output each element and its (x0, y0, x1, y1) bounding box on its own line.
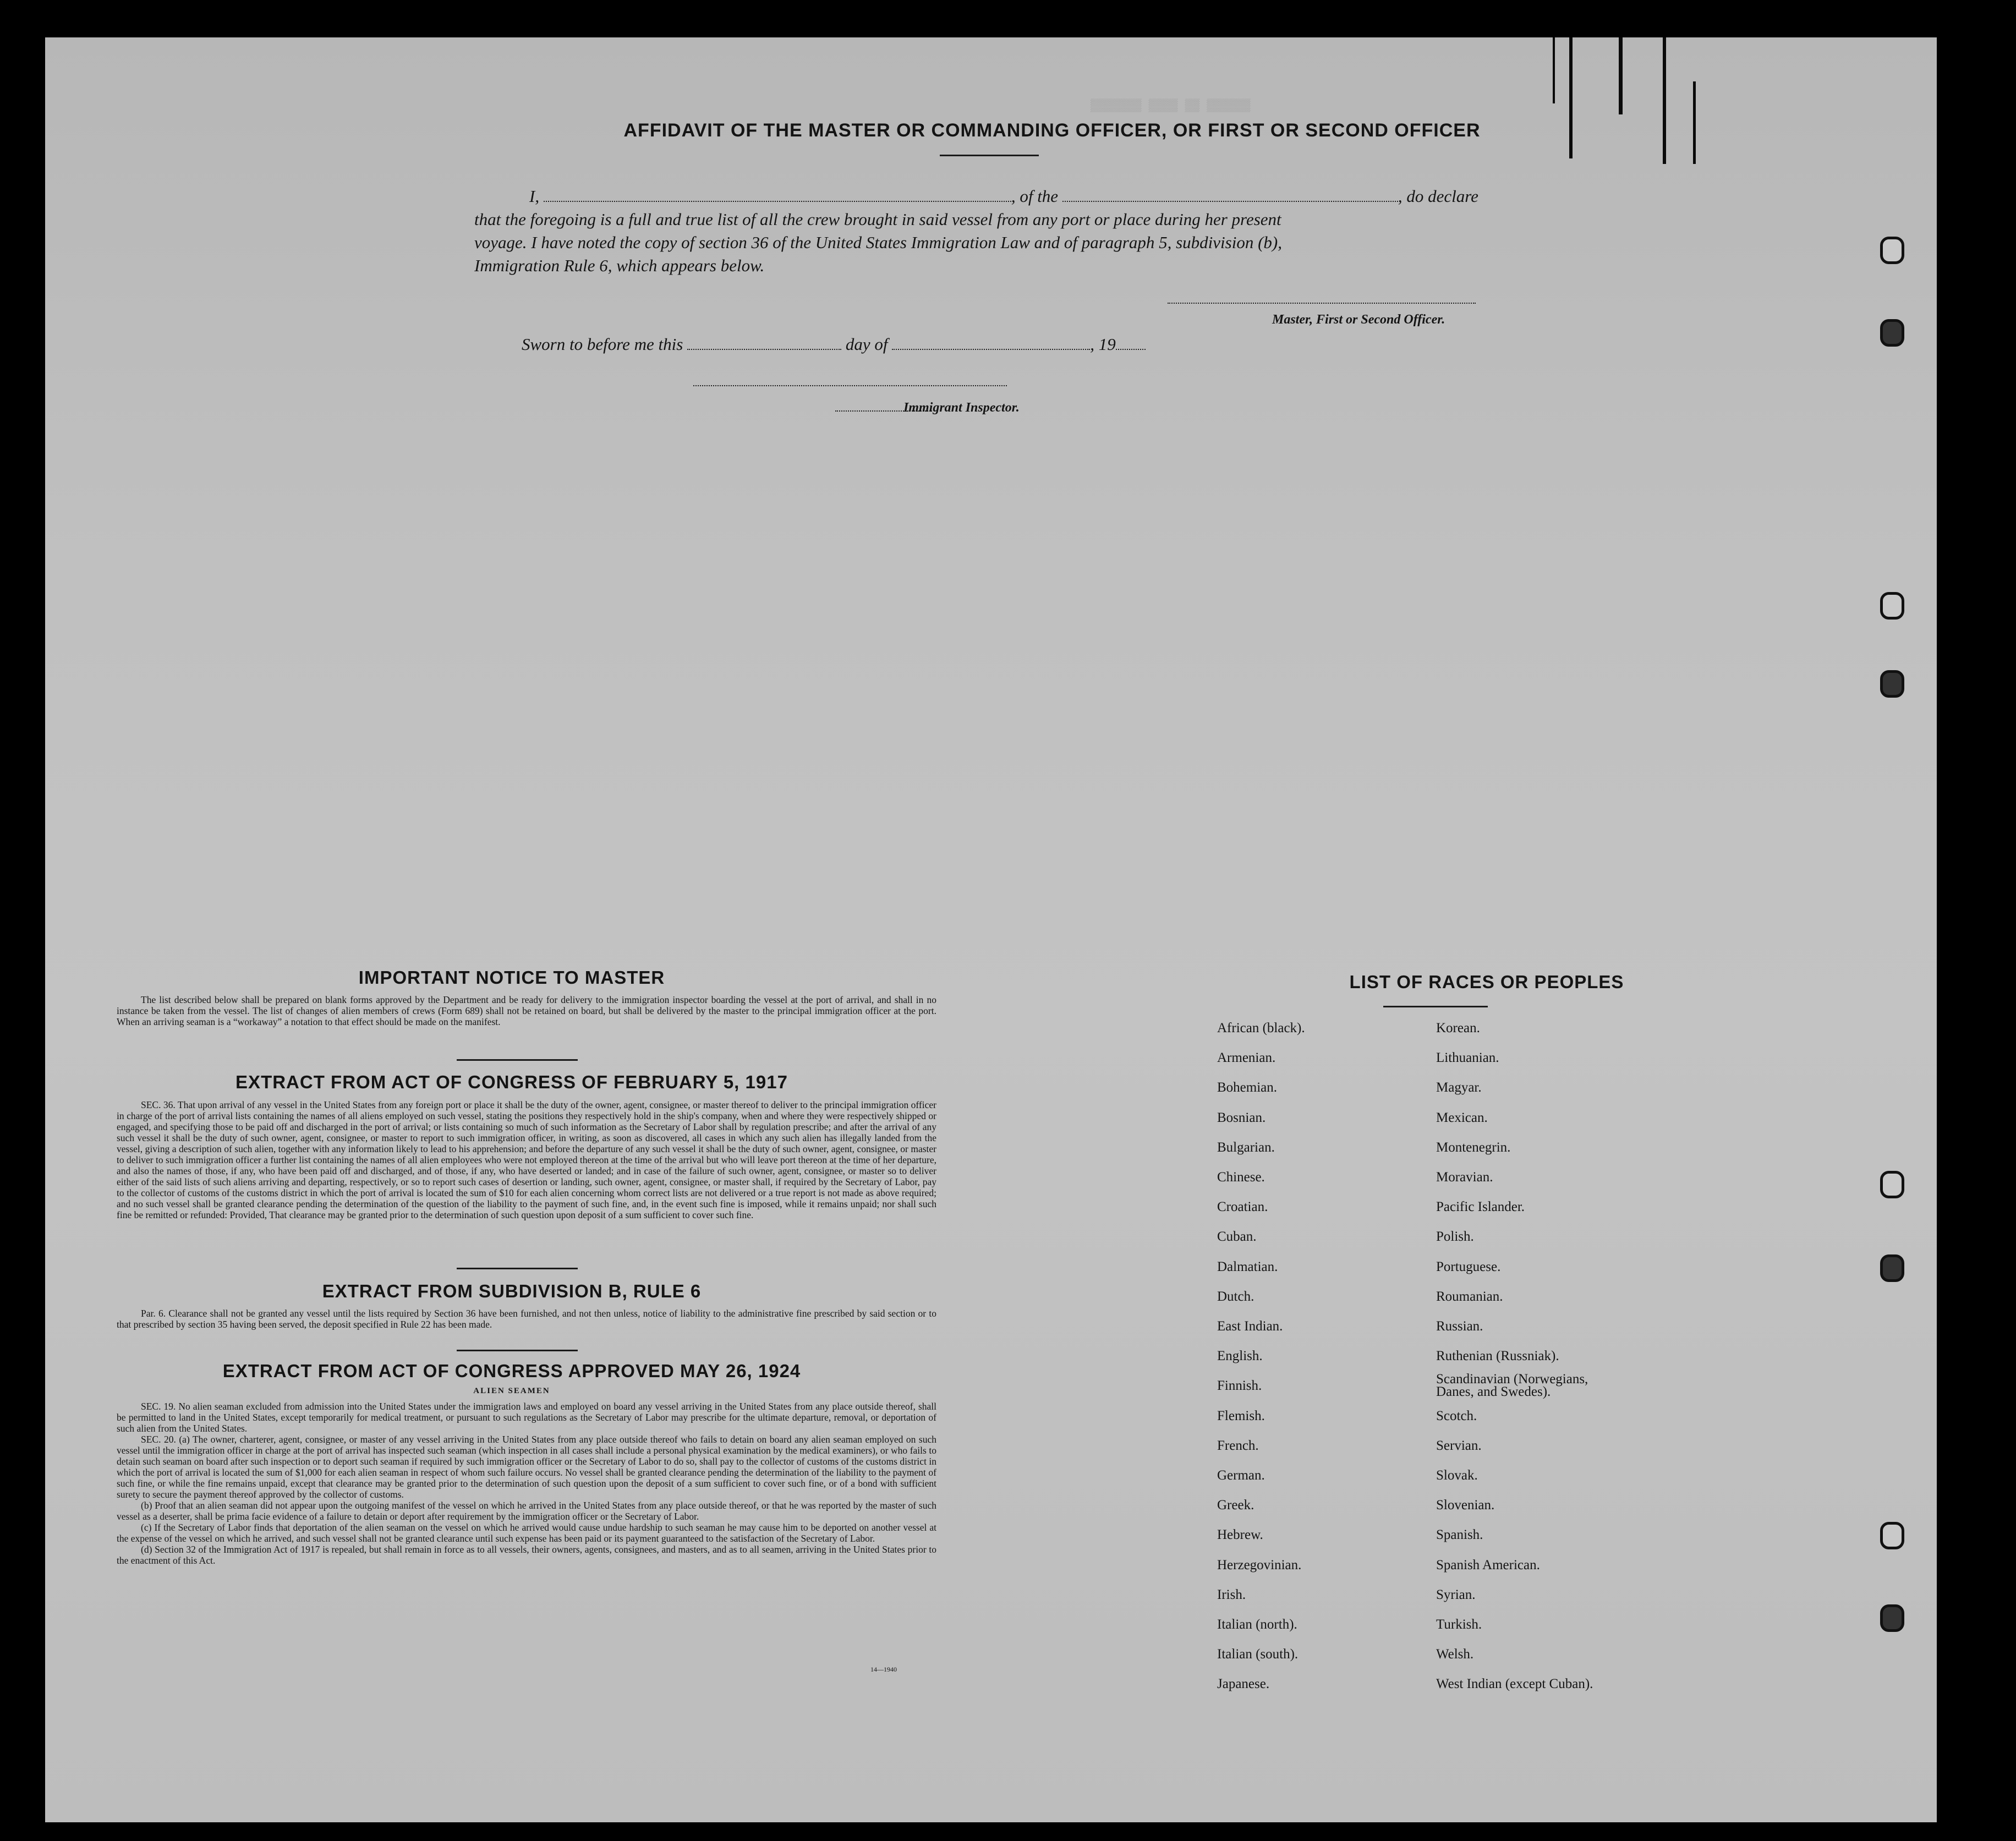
race-item: Dutch. (1217, 1289, 1254, 1304)
affidavit-title: AFFIDAVIT OF THE MASTER OR COMMANDING OFFICER, OR FIRST OR SECOND OFFICER (623, 120, 1481, 141)
race-item: Flemish. (1217, 1408, 1265, 1423)
bleed-through-text: ▒▒▒▒▒▒▒ ▒▒▒▒ ▒▒ ▒▒▒▒▒▒ (1091, 99, 1251, 113)
race-item: Bohemian. (1217, 1080, 1278, 1095)
race-item: Spanish. (1436, 1527, 1483, 1543)
race-item: Scandinavian (Norwegians, Danes, and Swedes). (1436, 1372, 1588, 1400)
race-item: Herzegovinian. (1217, 1557, 1302, 1572)
section-divider (457, 1059, 578, 1061)
section-20a-text: SEC. 20. (a) The owner, charterer, agent, consignee, or master of any vessel arriving in the United States from any place outside thereof who fails to detain on board any alien seaman employed on such vessel until the immigration officer in charge at the port of arrival has inspected such seaman (which inspection in all cases shall include a personal physical examination by the medical examiners), or who fails to detain such seaman on board after such inspection or to deport such seaman if required by such immigration officer or the Secretary of Labor to do so, shall pay to the collector of customs of the customs district in which the port of arrival is located the sum of $1,000 for each alien seaman in respect of whom such failure occurs. No vessel shall be granted clearance pending the determination of the liability to the payment of such fine, or while the fine remains unpaid, except that clearance may be granted prior to the determination of such question upon the deposit of a sum sufficient to cover such fine, or of a bond with sufficient surety to secure the payment thereof approved by the collector of customs. (117, 1434, 936, 1500)
punch-hole (1880, 1254, 1904, 1282)
extract-rule6-text: Par. 6. Clearance shall not be granted any vessel until the lists required by Section 36 have been furnished, and not then unless, notice of liability to the administrative fine prescribed by said section or to that prescribed by section 35 having been served, the deposit specified in Rule 22 has been made. (117, 1308, 936, 1330)
bleed-through-band (111, 791, 1817, 792)
race-item: Italian (north). (1217, 1617, 1297, 1632)
race-item: African (black). (1217, 1021, 1305, 1035)
sworn-day-field[interactable] (687, 337, 841, 350)
year-label: , 19 (1090, 335, 1116, 354)
race-item: Hebrew. (1217, 1527, 1263, 1543)
punch-hole (1880, 592, 1904, 620)
officer-name-field[interactable] (544, 189, 1011, 202)
race-item: West Indian (except Cuban). (1436, 1676, 1593, 1692)
race-item: Korean. (1436, 1021, 1480, 1035)
race-item: Bosnian. (1217, 1110, 1266, 1125)
race-item: Scotch. (1436, 1408, 1477, 1423)
race-item: Servian. (1436, 1438, 1482, 1453)
punch-hole (1880, 237, 1904, 264)
binder-tab (1663, 37, 1666, 164)
title-underline (940, 155, 1039, 156)
race-item: Roumanian. (1436, 1289, 1503, 1304)
affidavit-line-4: Immigration Rule 6, which appears below. (474, 256, 765, 275)
extract-1924-title: EXTRACT FROM ACT OF CONGRESS APPROVED MAY 26, 1924 (222, 1361, 801, 1381)
officer-caption: Master, First or Second Officer. (1272, 313, 1445, 327)
race-item: Spanish American. (1436, 1557, 1540, 1572)
vessel-name-field[interactable] (1062, 189, 1398, 202)
inspector-signature-field[interactable] (693, 385, 1007, 386)
race-item: Magyar. (1436, 1080, 1482, 1095)
extract-1917-title: EXTRACT FROM ACT OF CONGRESS OF FEBRUARY 5, 1917 (235, 1072, 788, 1092)
of-the-label: , of the (1011, 187, 1059, 206)
punch-hole (1880, 1522, 1904, 1549)
race-item: Ruthenian (Russniak). (1436, 1349, 1559, 1364)
punch-hole (1880, 1604, 1904, 1632)
race-item: English. (1217, 1349, 1263, 1364)
binder-tab (1693, 81, 1696, 164)
punch-hole (1880, 1171, 1904, 1198)
race-item: Italian (south). (1217, 1647, 1299, 1662)
declaration-line (474, 185, 1564, 208)
race-item: East Indian. (1217, 1319, 1283, 1334)
affidavit-body (474, 185, 1564, 277)
sworn-year-field[interactable] (1116, 337, 1146, 350)
section-divider (457, 1268, 578, 1269)
affidavit-line-3: voyage. I have noted the copy of section 36 of the United States Immigration Law and of paragraph 5, subdivision (b), (474, 233, 1282, 252)
notice-title: IMPORTANT NOTICE TO MASTER (358, 967, 665, 988)
race-item: Chinese. (1217, 1170, 1265, 1185)
extract-1924-body (117, 1401, 936, 1566)
declare-label: , do declare (1398, 187, 1478, 206)
race-item: Pacific Islander. (1436, 1199, 1525, 1215)
alien-seamen-subtitle: ALIEN SEAMEN (473, 1387, 550, 1395)
affidavit-line-2: that the foregoing is a full and true list of all the crew brought in said vessel from any port or place during her present (474, 210, 1281, 229)
sworn-label: Sworn to before me this (522, 335, 683, 354)
race-item: Slovak. (1436, 1468, 1478, 1483)
section-20b-text: (b) Proof that an alien seaman did not appear upon the outgoing manifest of the vessel on which he arrived in the United States from any place outside thereof, or that he was reported by the master of such vessel as a deserter, shall be prima facie evidence of a failure to detain or deport after requirement by the immigration officer or the Secretary of Labor. (117, 1500, 936, 1522)
extract-rule6-title: EXTRACT FROM SUBDIVISION B, RULE 6 (322, 1281, 702, 1301)
binder-tab (1619, 37, 1623, 114)
extract-1917-text: SEC. 36. That upon arrival of any vessel in the United States from any foreign port or place it shall be the duty of the owner, agent, consignee, or master thereof to deliver to the principal immigration officer in charge of the port of arrival lists containing the names of all aliens employed on such vessel, stating the positions they respectively hold in the ship's company, when and where they were respectively shipped or engaged, and specifying those to be paid off and discharged in the port of arrival; or lists containing so much of such information as the Secretary of Labor shall by regulation prescribe; and after the arrival of any such vessel it shall be the duty of such owner, agent, consignee, or master to report to such immigration officer, in writing, as soon as discovered, all cases in which any such alien has illegally landed from the vessel, giving a description of such alien, together with any information likely to lead to his apprehension; and before the departure of any such vessel it shall be the duty of such owner, agent, consignee, or master to deliver to such immigration officer a further list containing the names of all alien employees who were not employed thereon at the time of the arrival but who will leave port thereon at the time of her departure, and also the names of those, if any, who have been paid off and discharged, and of those, if any, who have deserted or landed; and in case of the failure of such owner, agent, consignee, or master so to deliver either of the said lists of such aliens arriving and departing, respectively, or so to report such cases of desertion or landing, such owner, agent, consignee, or master shall, if required by the Secretary of Labor, pay to the collector of customs of the customs district in which the port of arrival is located the sum of $10 for each alien concerning whom correct lists are not delivered or a true report is not made as above required; and no such vessel shall be granted clearance pending the determination of the question of the liability to the payment of such fine, and, in the event such fine is imposed, while it remains unpaid; nor shall such fine be remitted or refunded: Provided, That clearance may be granted prior to the determination of such question upon deposit of a sum sufficient to cover such fine. (117, 1099, 936, 1220)
section-20d-text: (d) Section 32 of the Immigration Act of 1917 is repealed, but shall remain in force as to all vessels, their owners, agents, consignees, and masters, and as to all seamen, arriving in the United States prior to the enactment of this Act. (117, 1544, 936, 1566)
race-item: Slovenian. (1436, 1498, 1495, 1513)
race-item: Dalmatian. (1217, 1259, 1278, 1274)
section-20c-text: (c) If the Secretary of Labor finds that deportation of the alien seaman on the vessel on which he arrived would cause undue hardship to such seaman he may cause him to be deported on another vessel at the expense of the vessel on which he arrived, and such vessel shall not be granted clearance until such expense has been paid or its payment guaranteed to the satisfaction of the Secretary of Labor. (117, 1522, 936, 1544)
race-item: Lithuanian. (1436, 1050, 1499, 1066)
sworn-line (522, 335, 1146, 354)
race-item: Greek. (1217, 1498, 1254, 1513)
inspector-caption: Immigrant Inspector. (903, 401, 1020, 415)
race-item: Polish. (1436, 1229, 1474, 1245)
race-item: Montenegrin. (1436, 1139, 1511, 1155)
race-item: Japanese. (1217, 1676, 1270, 1692)
punch-hole (1880, 670, 1904, 698)
section-divider (457, 1350, 578, 1351)
race-item: Syrian. (1436, 1587, 1476, 1602)
punch-hole (1880, 319, 1904, 347)
race-item: Portuguese. (1436, 1259, 1501, 1274)
form-number: 14—1940 (870, 1665, 897, 1673)
races-title: LIST OF RACES OR PEOPLES (1349, 972, 1624, 992)
race-item: Irish. (1217, 1587, 1246, 1602)
day-of-label: day of (845, 335, 888, 354)
officer-signature-field[interactable] (1168, 303, 1476, 304)
section-19-text: SEC. 19. No alien seaman excluded from admission into the United States under the immigration laws and employed on board any vessel arriving in the United States from any place outside thereof, shall be permitted to land in the United States, except temporarily for medical treatment, or pursuant to such regulations as the Secretary of Labor may prescribe for the ultimate departure, removal, or deportation of such alien from the United States. (117, 1401, 936, 1434)
race-item: Turkish. (1436, 1617, 1482, 1632)
race-item: Welsh. (1436, 1647, 1474, 1662)
race-item: Moravian. (1436, 1170, 1493, 1185)
race-item: Mexican. (1436, 1110, 1488, 1125)
race-item: Armenian. (1217, 1050, 1276, 1066)
i-label: I, (529, 187, 540, 206)
sworn-month-field[interactable] (892, 337, 1090, 350)
race-item: Finnish. (1217, 1378, 1262, 1394)
races-title-underline (1383, 1006, 1488, 1007)
notice-text: The list described below shall be prepared on blank forms approved by the Department and be ready for delivery to the immigration inspector boarding the vessel at the port of arrival, and shall in no instance be taken from the vessel. The list of changes of alien members of crews (Form 689) shall not be retained on board, but shall be delivered by the master to the principal immigration officer at the port. When an arriving seaman is a “workaway” a notation to that effect should be made on the manifest. (117, 994, 936, 1027)
race-item: German. (1217, 1468, 1265, 1483)
race-item: Cuban. (1217, 1229, 1257, 1245)
race-item: Russian. (1436, 1319, 1483, 1334)
race-item: Croatian. (1217, 1199, 1268, 1215)
race-item: Bulgarian. (1217, 1139, 1275, 1155)
binder-tab (1553, 37, 1555, 103)
document-page (45, 37, 1937, 1822)
race-item: French. (1217, 1438, 1259, 1453)
